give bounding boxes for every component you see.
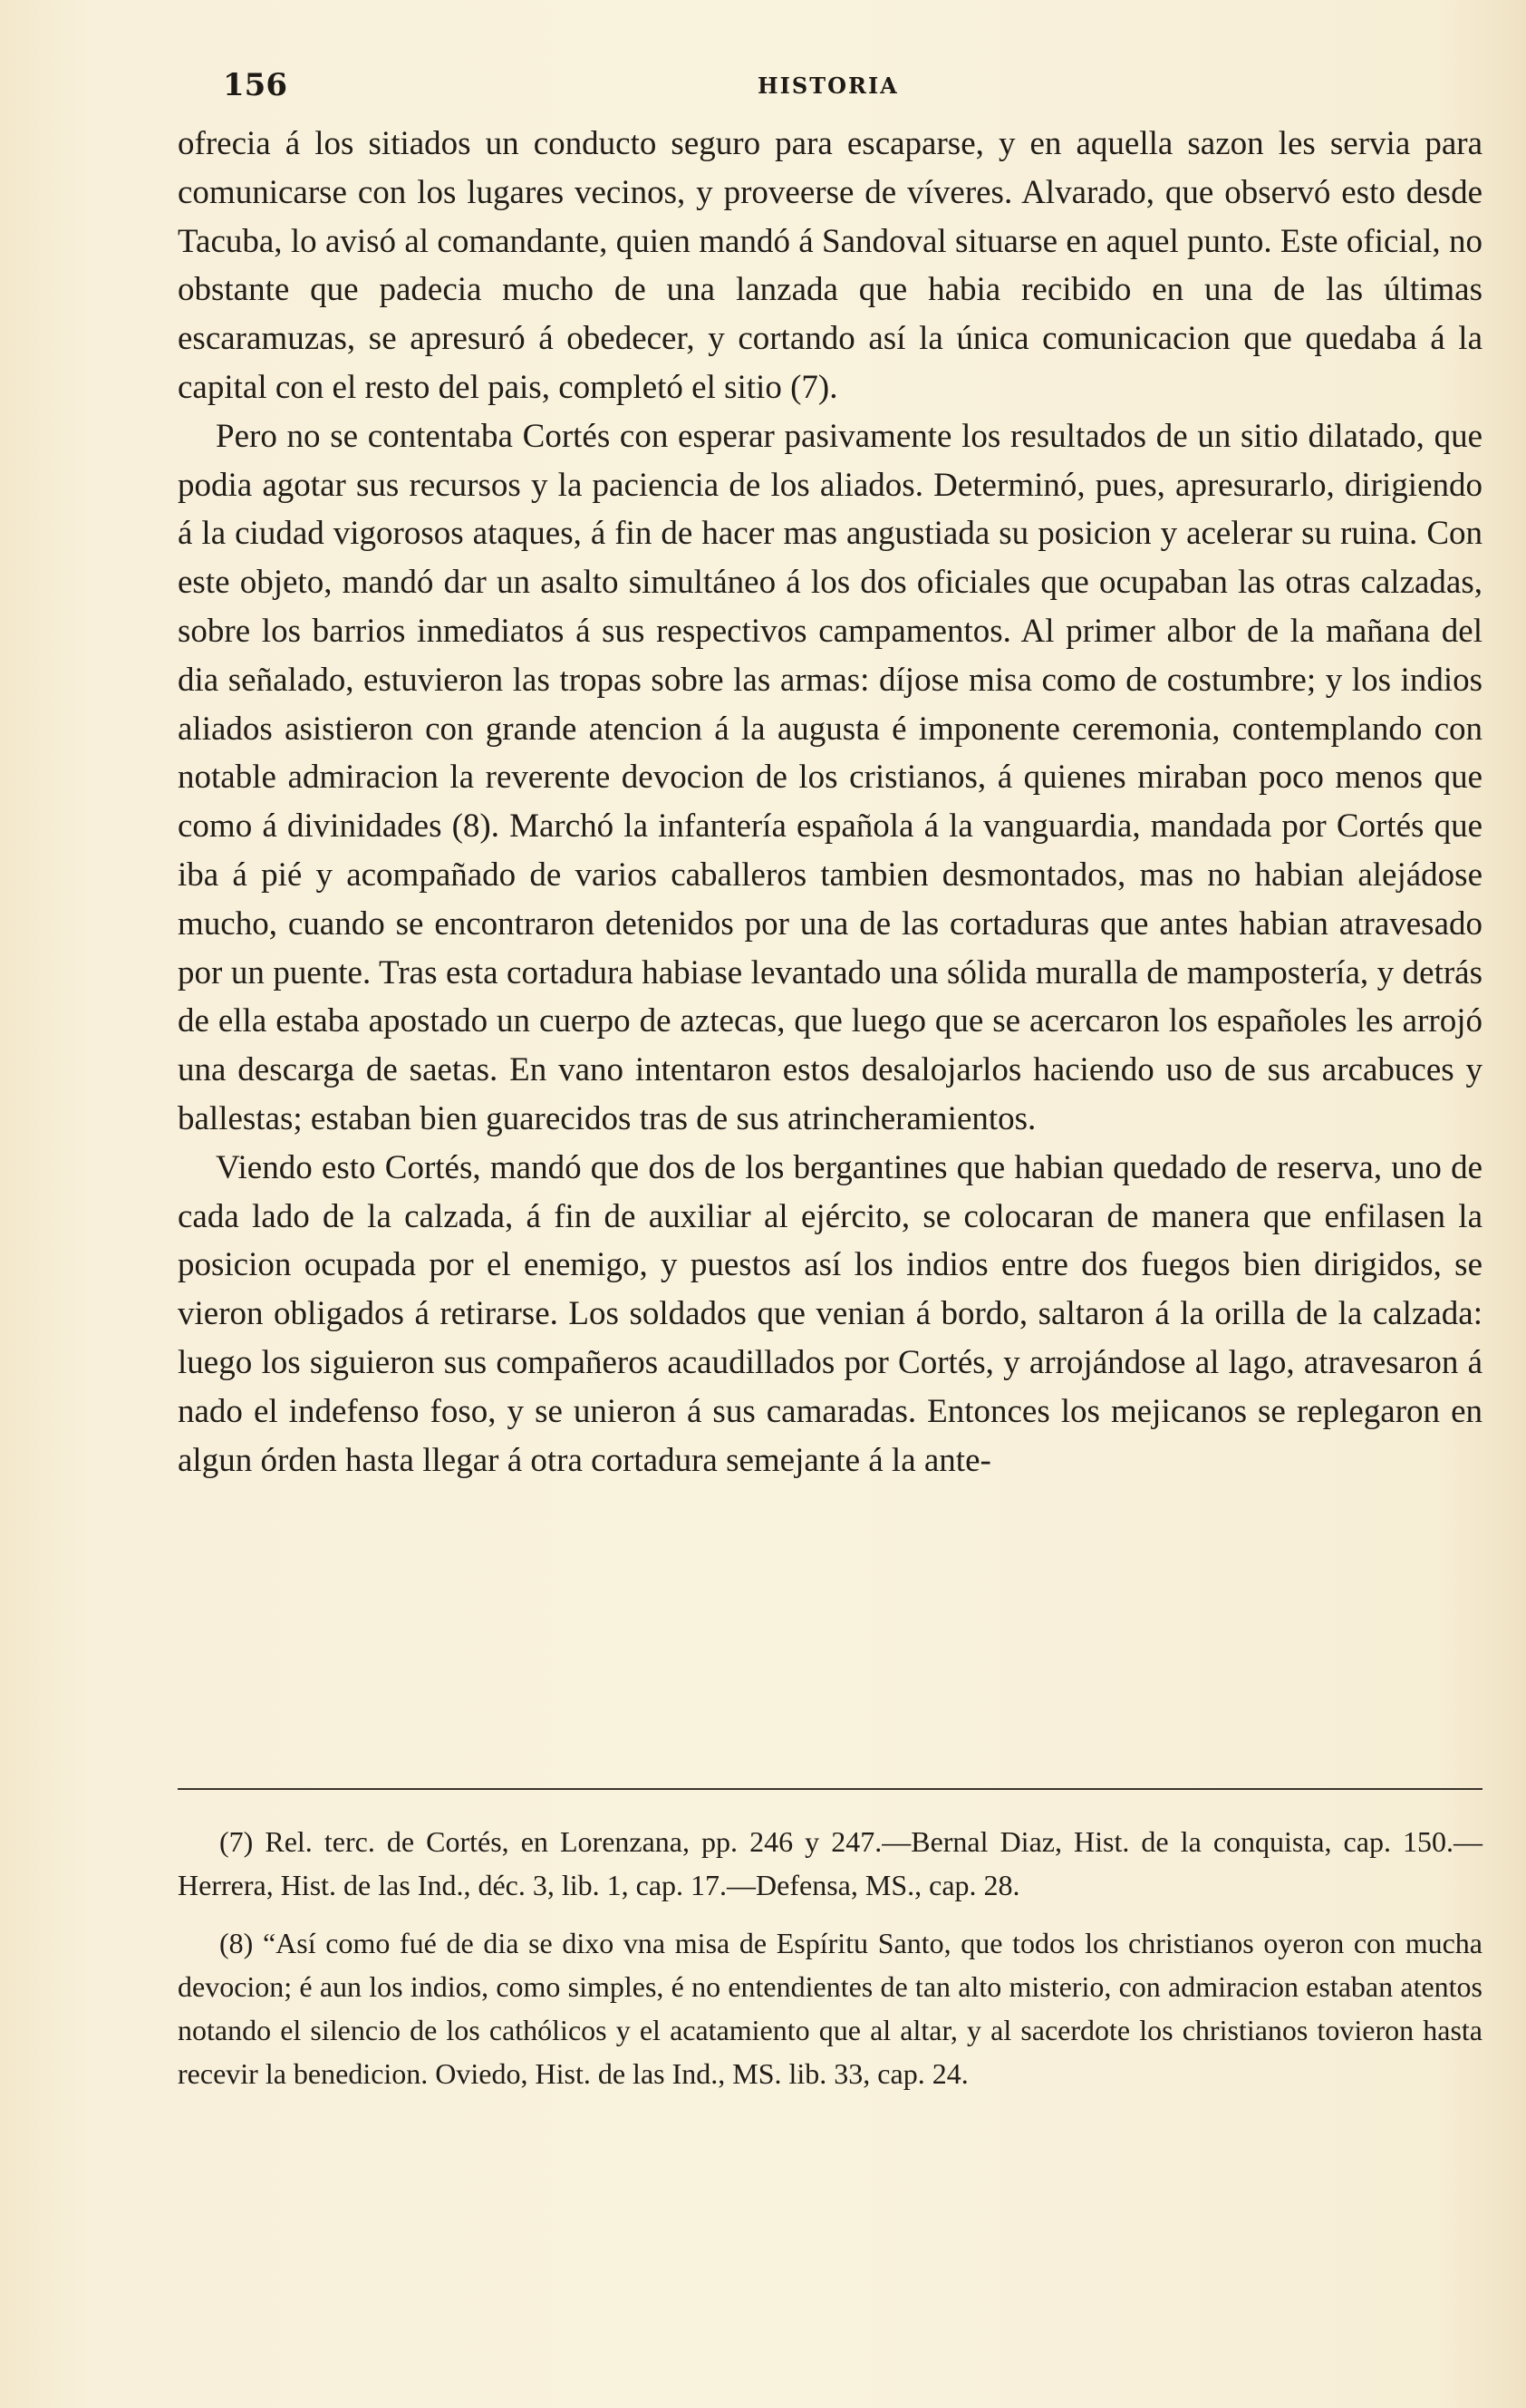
footnote-7: (7) Rel. terc. de Cortés, en Lorenzana, pp. 246 y 247.—Bernal Diaz, Hist. de la conquista, cap. 150.—Herrera, Hist. de las Ind., déc. 3, lib. 1, cap. 17.—Defensa, MS., cap. 28. (178, 1825, 1483, 1901)
paragraph-1: ofrecia á los sitiados un conducto seguro para escaparse, y en aquella sazon les servia para comunicarse con los lugares vecinos, y proveerse de víveres. Alvarado, que observó esto desde Tacuba, lo avisó al comandante, quien mandó á Sandoval situarse en aquel punto. Este oficial, no obstante que padecia mucho de una lanzada que habia recibido en una de las últimas escaramuzas, se apresuró á obedecer, y cortando así la única comunicacion que quedaba á la capital con el resto del pais, completó el sitio (7). (178, 125, 1483, 406)
footnote-divider (178, 1788, 1483, 1790)
running-head: HISTORIA (758, 73, 899, 99)
page-number: 156 (223, 67, 287, 103)
main-text (178, 120, 1483, 1484)
footnote-8: (8) “Así como fué de dia se dixo vna misa de Espíritu Santo, que todos los christianos oyeron con mucha devocion; é aun los indios, como simples, é no entendientes de tan alto misterio, con admiracion estaban atentos notando el silencio de los cathólicos y el acatamiento que al altar, y al sacerdote los christianos tovieron hasta recevir la benedicion. Oviedo, Hist. de las Ind., MS. lib. 33, cap. 24. (178, 1927, 1483, 2090)
footnotes (178, 1820, 1483, 2110)
page-header (223, 67, 1483, 112)
paragraph-3: Viendo esto Cortés, mandó que dos de los bergantines que habian quedado de reserva, uno de cada lado de la calzada, á fin de auxiliar al ejército, se colocaran de manera que enfilasen la posicion ocupada por el enemigo, y puestos así los indios entre dos fuegos bien dirigidos, se vieron obligados á retirarse. Los soldados que venian á bordo, saltaron á la orilla de la calzada: luego los siguieron sus compañeros acaudillados por Cortés, y arrojándose al lago, atravesaron á nado el indefenso foso, y se unieron á sus camaradas. Entonces los mejicanos se replegaron en algun órden hasta llegar á otra cortadura semejante á la ante- (178, 1148, 1483, 1479)
paragraph-2: Pero no se contentaba Cortés con esperar pasivamente los resultados de un sitio dilatado, que podia agotar sus recursos y la paciencia de los aliados. Determinó, pues, apresurarlo, dirigiendo á la ciudad vigorosos ataques, á fin de hacer mas angustiada su posicion y acelerar su ruina. Con este objeto, mandó dar un asalto simultáneo á los dos oficiales que ocupaban las otras calzadas, sobre los barrios inmediatos á sus respectivos campamentos. Al primer albor de la mañana del dia señalado, estuvieron las tropas sobre las armas: díjose misa como de costumbre; y los indios aliados asistieron con grande atencion á la augusta é imponente ceremonia, contemplando con notable admiracion la reverente devocion de los cristianos, á quienes miraban poco menos que como á divinidades (8). Marchó la infantería española á la vanguardia, mandada por Cortés que iba á pié y acompañado de varios caballeros tambien desmontados, mas no habian alejádose mucho, cuando se encontraron detenidos por una de las cortaduras que antes habian atravesado por un puente. Tras esta cortadura habiase levantado una sólida muralla de mampostería, y detrás de ella estaba apostado un cuerpo de aztecas, que luego que se acercaron los españoles les arrojó una descarga de saetas. En vano intentaron estos desalojarlos haciendo uso de sus arcabuces y ballestas; estaban bien guarecidos tras de sus atrincheramientos. (178, 417, 1483, 1137)
